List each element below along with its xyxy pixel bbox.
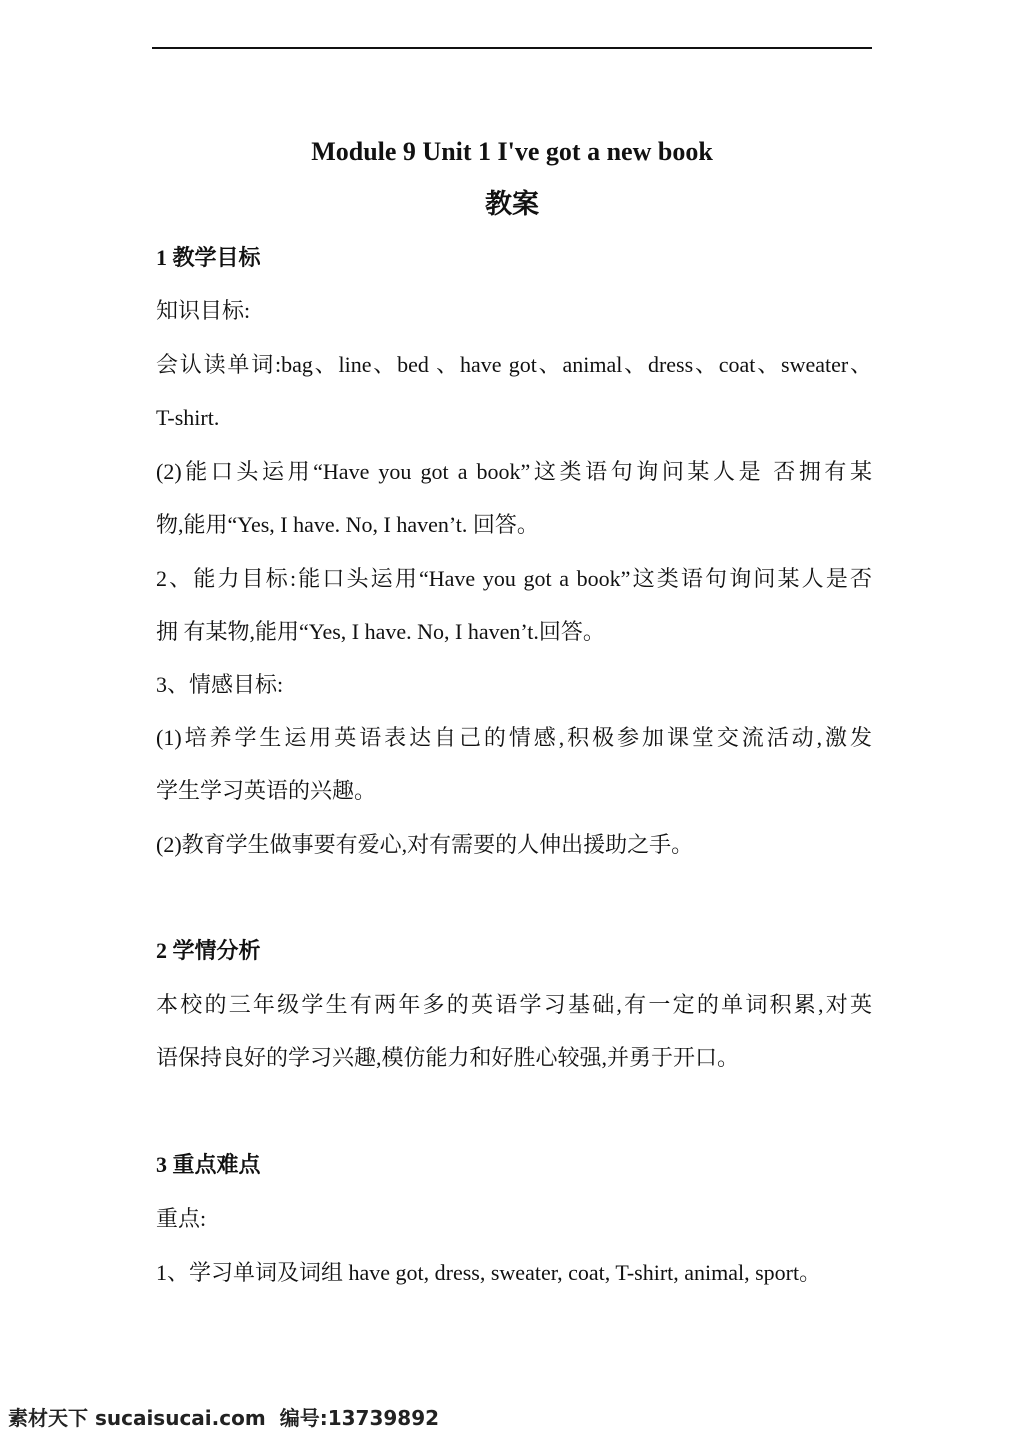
vocabulary-line-continued: T-shirt. <box>156 405 220 430</box>
site-watermark <box>8 1404 439 1432</box>
watermark-id-label: 编号: <box>279 1406 328 1430</box>
vocabulary-line: 会认读单词:bag、line、bed 、have got、animal、dress、coat、sweater、 <box>156 352 872 377</box>
student-analysis-line: 本校的三年级学生有两年多的英语学习基础,有一定的单词积累,对英 <box>156 992 872 1017</box>
watermark-site-name: 素材天下 sucaisucai.com <box>8 1406 266 1430</box>
ability-goal-line-continued: 拥 有某物,能用“Yes, I have. No, I haven’t.回答。 <box>156 619 605 644</box>
emotional-goal-2-line: (2)教育学生做事要有爱心,对有需要的人伸出援助之手。 <box>156 832 694 857</box>
emotional-goals-label: 3、情感目标: <box>156 672 284 697</box>
student-analysis-line-continued: 语保持良好的学习兴趣,模仿能力和好胜心较强,并勇于开口。 <box>156 1045 740 1070</box>
section-heading-key-points: 3 重点难点 <box>156 1152 261 1177</box>
knowledge-goals-label: 知识目标: <box>156 298 251 323</box>
section-heading-student-analysis: 2 学情分析 <box>156 938 261 963</box>
emotional-goal-1-line: (1)培养学生运用英语表达自己的情感,积极参加课堂交流活动,激发 <box>156 725 872 750</box>
focus-label: 重点: <box>156 1206 207 1231</box>
oral-goal-line-continued: 物,能用“Yes, I have. No, I haven’t. 回答。 <box>156 512 539 537</box>
document-subtitle: 教案 <box>485 189 539 219</box>
header-rule <box>152 47 872 49</box>
focus-item-line: 1、学习单词及词组 have got, dress, sweater, coat, T-shirt, animal, sport。 <box>156 1260 822 1285</box>
section-heading-teaching-goals: 1 教学目标 <box>156 245 261 270</box>
document-title: Module 9 Unit 1 I've got a new book <box>311 137 713 166</box>
ability-goal-line: 2、能力目标:能口头运用“Have you got a book”这类语句询问某人是否 <box>156 566 872 591</box>
emotional-goal-1-line-continued: 学生学习英语的兴趣。 <box>156 778 377 803</box>
oral-goal-line: (2)能口头运用“Have you got a book”这类语句询问某人是 否拥有某 <box>156 459 872 484</box>
watermark-id-value: 13739892 <box>327 1406 440 1430</box>
